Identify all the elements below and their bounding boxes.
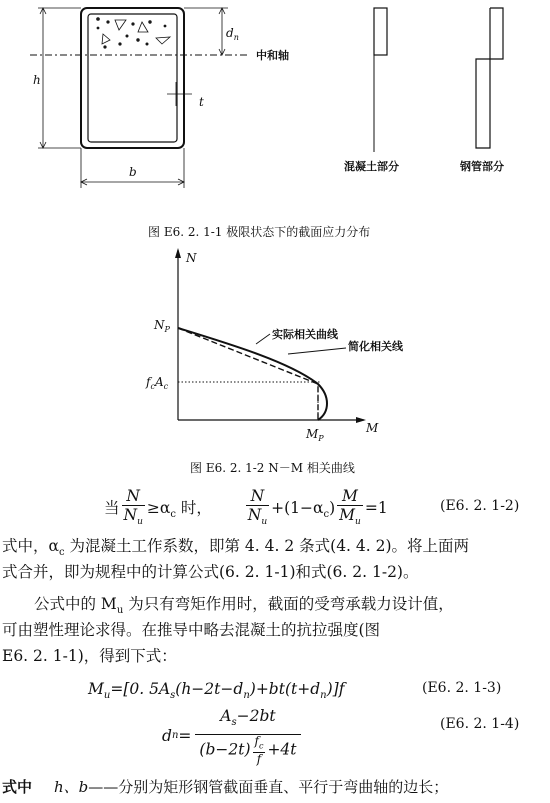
paragraph-line-2: 式合并，即为规程中的计算公式(6. 2. 1-1)和式(6. 2. 1-2)。: [2, 563, 419, 581]
np-label: $N_P$: [154, 318, 170, 334]
dn-label: $d_n$: [226, 26, 239, 42]
paragraph-line-1: 式中，$\alpha_c$ 为混凝土工作系数，即第 4. 4. 2 条式(4. 4. 2)。将上面两: [2, 537, 470, 559]
concrete-part-label: 混凝土部分: [344, 160, 399, 173]
steel-tube-outer: [81, 8, 184, 148]
eq3-number: (E6. 2. 1-3): [422, 680, 502, 696]
simplified-curve-label: 简化相关线: [348, 340, 403, 353]
actual-curve: [178, 328, 327, 420]
figure-caption-1: 图 E6. 2. 1-1 极限状态下的截面应力分布: [148, 225, 371, 239]
equation-mu: $M_u=[0$. $5A_s(h-2t-d_n)+bt(t+d_n)]f$: [88, 680, 345, 702]
steel-stress-block: [476, 8, 503, 148]
concrete-core: [88, 14, 177, 142]
actual-curve-label: 实际相关曲线: [272, 328, 338, 341]
n-axis-label: N: [186, 251, 197, 265]
paragraph-line-3: 公式中的 $M_u$ 为只有弯矩作用时，截面的受弯承载力设计值，: [34, 595, 454, 617]
fcac-label: $f_cA_c$: [146, 375, 169, 391]
t-label: t: [199, 95, 204, 109]
eq4-number: (E6. 2. 1-4): [440, 716, 520, 732]
eq2-number: (E6. 2. 1-2): [440, 498, 520, 514]
figure-caption-2: 图 E6. 2. 1-2 N－M 相关曲线: [190, 461, 355, 475]
mp-label: $M_P$: [306, 427, 324, 443]
figure-section-stress: [0, 0, 550, 240]
simplified-curve: [178, 328, 318, 420]
paragraph-line-5: E6. 2. 1-1)，得到下式：: [2, 647, 177, 665]
equation-dn: d n = $A_s-2bt$ (b−2t) $\frac{f_c}{f}$ +4t: [162, 705, 301, 766]
figure-nm-curve: [0, 244, 550, 480]
paragraph-line-4: 可由塑性理论求得。在推导中略去混凝土的抗拉强度(图: [2, 621, 381, 639]
steel-part-label: 钢管部分: [460, 160, 504, 173]
h-label: h: [33, 73, 41, 87]
concrete-stress-block: [374, 8, 387, 55]
neutral-axis-label: 中和轴: [256, 49, 289, 62]
paragraph-final-line: 式中 h、b——分别为矩形钢管截面垂直、平行于弯曲轴的边长；: [2, 778, 449, 796]
b-label: b: [129, 165, 137, 179]
aggregate-pattern: [97, 18, 170, 49]
m-axis-label: M: [366, 421, 379, 435]
condition-equation: 当 $\frac{N}{N_u}$ $\ge\alpha_c$ 时， $\frac{N}{N_u}$ $+(1-\alpha_c)$ $\frac{M}{M_u}$ =1: [104, 487, 388, 528]
